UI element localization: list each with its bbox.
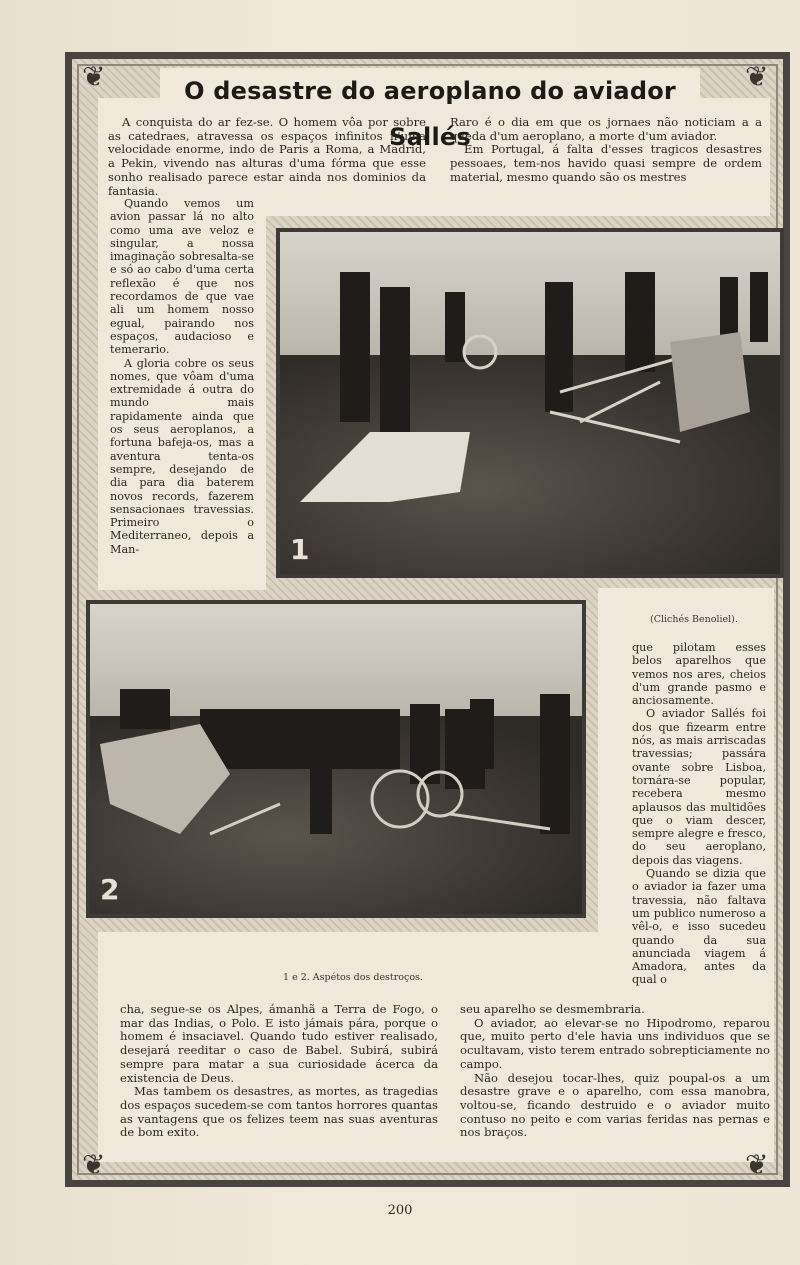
column-2-bottom	[460, 1003, 770, 1140]
ornament-corner-icon: ❦	[82, 1148, 106, 1181]
photo-number: 1	[290, 533, 310, 566]
paragraph: Não desejou tocar-lhes, quiz poupal-os a um desastre grave e o aparelho, com essa manobra, voltou-se, ficando destruido e o aviador muito contuso no peito e com varias feridas nas pernas e nos braços.	[460, 1070, 770, 1140]
photo-2-figures	[90, 604, 582, 914]
column-2-top	[450, 116, 762, 185]
column-1-top	[108, 116, 426, 198]
photo-number: 2	[100, 873, 120, 906]
column-1-narrow	[110, 197, 254, 556]
wing-fabric	[300, 432, 470, 502]
paragraph: cha, segue-se os Alpes, ámanhã a Terra de Fogo, o mar das Indias, o Polo. E isto jámais pára, porque o homem é insaciavel. Quando tudo estiver realisado, desejará reeditar o caso de Babel. Subirá, subirá sempre para matar a sua curiosidade ácerca da existencia de Deus.	[120, 1002, 438, 1085]
ornament-corner-icon: ❦	[82, 60, 106, 93]
photo-1-figures	[280, 232, 780, 574]
paragraph: O aviador, ao elevar-se no Hipodromo, reparou que, muito perto d'ele havia uns individuos que se ocultavam, visto terem entrado sobrepticiamente no campo.	[460, 1015, 770, 1071]
photo-wreckage-2	[86, 600, 586, 918]
paragraph: que pilotam esses belos aparelhos que vemos nos ares, cheios d'um grande pasmo e anciosamente.	[632, 641, 766, 708]
article-title: O desastre do aeroplano do aviador Sallés	[160, 68, 700, 114]
paragraph: Quando se dizia que o aviador ia fazer uma travessia, não faltava um publico numeroso a vêl-o, e isso sucedeu quando da sua anunciada viagem á Amadora, antes da qual o	[632, 867, 766, 987]
ornament-corner-icon: ❦	[745, 1148, 769, 1181]
paragraph: A gloria cobre os seus nomes, que vôam d'uma extremidade á outra do mundo mais rapidamente ainda que os seus aeroplanos, a fortuna bafeja-os, mas a aventura tenta-os sempre, desejando de dia para dia baterem novos records, fazerem sensacionaes travessias. Primeiro o Mediterraneo, depois a Man-	[110, 356, 254, 556]
photo-wreckage-1	[276, 228, 784, 578]
page-number: 200	[387, 1203, 413, 1218]
paragraph: Raro é o dia em que os jornaes não noticiam a a queda d'um aeroplano, a morte d'um aviador.	[450, 115, 762, 143]
paragraph: seu aparelho se desmembraria.	[460, 1002, 645, 1016]
paragraph: Mas tambem os desastres, as mortes, as tragedias dos espaços sucedem-se com tantos horrores quantas as vantagens que os felizes teem nas suas aventuras de bom exito.	[120, 1084, 438, 1140]
paragraph: Em Portugal, á falta d'esses tragicos desastres pessoaes, tem-nos havido quasi sempre de ordem material, mesmo quando são os mestres	[450, 142, 762, 184]
column-1-bottom	[120, 1003, 438, 1140]
column-2-narrow	[632, 641, 766, 987]
paragraph: A conquista do ar fez-se. O homem vôa por sobre as catedraes, atravessa os espaços infinitos n'uma velocidade enorme, indo de Paris a Roma, a Madrid, a Pekin, vivendo nas alturas d'uma fórma que esse sonho realisado parece estar ainda nos dominios da fantasia.	[108, 115, 426, 198]
paragraph: Quando vemos um avion passar lá no alto como uma ave veloz e singular, a nossa imaginação sobresalta-se e só ao cabo d'uma certa reflexão é que nos recordamos de que vae ali um homem nosso egual, pairando nos espaços, audacioso e temerario.	[110, 197, 254, 357]
ornament-corner-icon: ❦	[745, 60, 769, 93]
paragraph: O aviador Sallés foi dos que fizearm entre nós, as mais arriscadas travessias; passára ovante sobre Lisboa, tornára-se popular, recebera mesmo aplausos das multidões que o viam descer, sempre alegre e fresco, do seu aeroplano, depois das viagens.	[632, 707, 766, 867]
photo-caption: 1 e 2. Aspétos dos destroços.	[283, 972, 423, 983]
photo-credit: (Clichés Benoliel).	[650, 614, 738, 625]
